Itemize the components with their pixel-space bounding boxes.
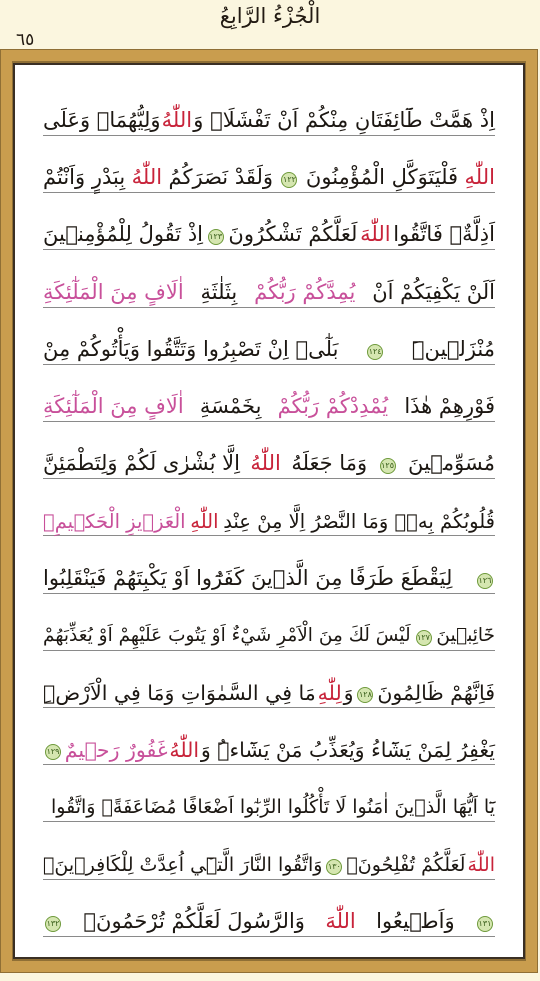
text-panel [13, 63, 525, 959]
verse-line [43, 147, 495, 193]
verse-text: اَذِلَّةٌۚ فَاتَّقُوا [393, 222, 495, 247]
verse-text: اِذْ هَمَّتْ طَٓائِفَتَانِ مِنْكُمْ اَنْ تَفْشَلَاۙ وَ [193, 108, 495, 132]
verse-text: اَلَنْ يَكْفِيَكُمْ اَنْ [372, 279, 495, 304]
verse-line [43, 490, 495, 536]
ayah-number-marker: ١٢٣ [208, 229, 224, 245]
page-number: ٦٥ [16, 30, 35, 50]
verse-text: خَٓائِب۪ينَ [436, 625, 495, 647]
ayah-number-marker: ١٣١ [477, 916, 493, 932]
verse-text: اِذْ تَقُولُ لِلْمُؤْمِن۪ينَ [43, 222, 204, 247]
divine-name-text: لِلّٰهِ [317, 680, 342, 705]
divine-name-text: اللّٰهُ [131, 165, 163, 190]
verse-text: وَلِيُّهُمَاۜ وَعَلَى [43, 108, 161, 132]
verse-line [43, 719, 495, 765]
tajwid-highlight-text: اٰلَافٍ مِنَ الْمَلٰٓئِكَةِ [43, 279, 184, 304]
verse-line [43, 891, 495, 937]
verse-text: بَلٰٓىۙ اِنْ تَصْبِرُوا وَتَتَّقُوا وَيَأْتُوكُمْ مِنْ [43, 336, 339, 361]
verse-line [43, 204, 495, 250]
verse-text: وَ [343, 680, 354, 705]
divine-name-text: اللّٰهِ [190, 509, 219, 533]
divine-name-text: اللّٰهَ [325, 908, 356, 933]
ayah-number-marker: ١٢٦ [477, 573, 493, 589]
verse-text: وَالرَّسُولَ لَعَلَّكُمْ تُرْحَمُونَۚ [83, 908, 305, 933]
tajwid-highlight-text: اٰلَافٍ مِنَ الْمَلٰٓئِكَةِ [43, 394, 184, 418]
divine-name-text: اللّٰهَ [467, 853, 495, 876]
ayah-number-marker: ١٢٨ [357, 687, 373, 703]
ayah-number-marker: ١٢٢ [281, 172, 297, 188]
juz-title: الْجُزْءُ الرَّابِعُ [219, 4, 321, 28]
ayah-number-marker: ١٢٧ [416, 630, 432, 646]
verse-line [43, 319, 495, 365]
verse-text: مُسَوِّم۪ينَ [407, 451, 495, 476]
verse-text: وَمَا جَعَلَهُ [291, 451, 368, 476]
verse-line [43, 90, 495, 136]
verse-line [43, 262, 495, 308]
ayah-number-marker: ١٢٩ [45, 744, 61, 760]
verse-text: لَيْسَ لَكَ مِنَ الْاَمْرِ شَيْءٌ اَوْ يَتُوبَ عَلَيْهِمْ اَوْ يُعَذِّبَهُمْ [43, 625, 411, 647]
verse-text: مُنْزَل۪ينَۜ [411, 336, 495, 361]
verse-line [43, 834, 495, 880]
ayah-number-marker: ١٣٠ [326, 859, 342, 875]
verse-line [43, 376, 495, 422]
verse-text: فَلْيَتَوَكَّلِ الْمُؤْمِنُونَ [305, 165, 459, 190]
verse-text: لَعَلَّكُمْ تُفْلِحُونَۚ [346, 853, 466, 876]
verse-text: فَوْرِهِمْ هٰذَا [404, 394, 495, 418]
tajwid-highlight-text: يُمْدِدْكُمْ رَبُّكُمْ [277, 394, 389, 418]
tajwid-highlight-text: غَفُورٌ رَح۪يمٌ [64, 737, 168, 762]
text-lines [35, 84, 503, 938]
divine-name-text: اللّٰهَ [360, 222, 391, 247]
divine-name-text: اللّٰهُ [250, 451, 281, 476]
divine-name-text: اللّٰهُ [161, 108, 193, 132]
verse-text: بِبَدْرٍ وَاَنْتُمْ [43, 165, 126, 190]
verse-line [43, 776, 495, 822]
verse-line [43, 605, 495, 651]
ayah-number-marker: ١٢٤ [367, 344, 383, 360]
verse-text: مَا فِي السَّمٰوَاتِ وَمَا فِي الْاَرْضِۜ [43, 680, 316, 705]
verse-text: فَاِنَّهُمْ ظَالِمُونَ [377, 680, 495, 705]
verse-text: وَاَط۪يعُوا [376, 908, 455, 933]
tajwid-highlight-text: الْعَز۪يزِ الْحَك۪يمِۙ [43, 509, 186, 533]
verse-line [43, 662, 495, 708]
divine-name-text: اللّٰهُ [169, 737, 200, 762]
verse-text: قُلُوبُكُمْ بِه۪ۜ وَمَا النَّصْرُ اِلَّا مِنْ عِنْدِ [223, 509, 495, 533]
verse-text: اِلَّا بُشْرٰى لَكُمْ وَلِتَطْمَئِنَّ [43, 451, 240, 476]
verse-text: يَغْفِرُ لِمَنْ يَشَٓاءُ وَيُعَذِّبُ مَنْ يَشَٓاءُۜ وَ [200, 737, 495, 762]
verse-text: لِيَقْطَعَ طَرَفًا مِنَ الَّذ۪ينَ كَفَرُٓوا اَوْ يَكْبِتَهُمْ فَيَنْقَلِبُوا [43, 565, 453, 590]
verse-text: وَاتَّقُوا النَّارَ الَّت۪ٓي اُعِدَّتْ لِلْكَافِر۪ينَۚ [43, 853, 323, 876]
verse-text: بِثَلٰثَةِ [200, 279, 238, 304]
verse-text: بِخَمْسَةِ [199, 394, 262, 418]
verse-text: لَعَلَّكُمْ تَشْكُرُونَ [228, 222, 358, 247]
verse-text: وَلَقَدْ نَصَرَكُمُ [168, 165, 274, 190]
page-header [0, 0, 540, 50]
ayah-number-marker: ١٢٥ [380, 458, 396, 474]
tajwid-highlight-text: يُمِدَّكُمْ رَبُّكُمْ [254, 279, 356, 304]
verse-line [43, 433, 495, 479]
ayah-number-marker: ١٣٢ [45, 916, 61, 932]
verse-text: يَٓا اَيُّهَا الَّذ۪ينَ اٰمَنُوا لَا تَأْكُلُوا الرِّبٰٓوا اَضْعَافًا مُضَاعَفَةًۖ وَاتَّقُوا [51, 796, 495, 819]
divine-name-text: اللّٰهِ [464, 165, 495, 190]
verse-line [43, 548, 495, 594]
